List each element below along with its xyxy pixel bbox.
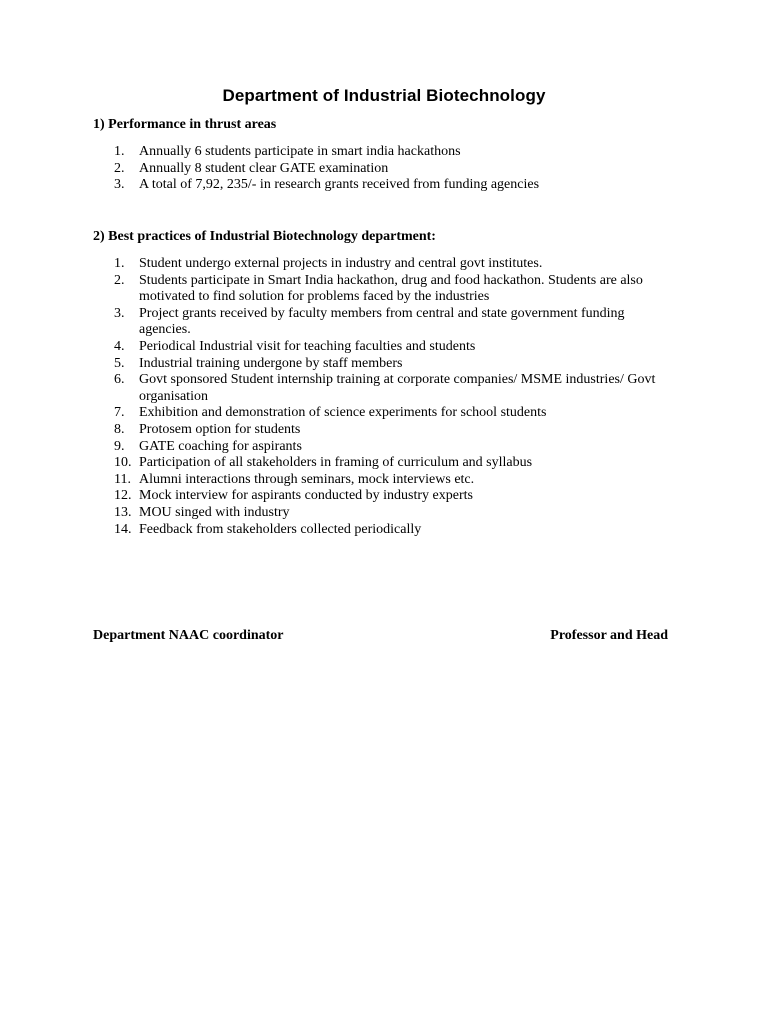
list-item-number: 4. — [114, 338, 125, 354]
list-item — [93, 306, 693, 339]
list-item — [93, 372, 693, 405]
document-title: Department of Industrial Biotechnology — [222, 86, 546, 105]
list-item — [93, 422, 693, 439]
list-item — [93, 488, 693, 505]
list-item-number: 9. — [114, 438, 125, 454]
list-item-number: 10. — [114, 455, 132, 471]
section-2-list — [93, 256, 693, 538]
section-1-heading: 1) Performance in thrust areas — [93, 117, 277, 132]
list-item-number: 1. — [114, 256, 125, 271]
list-item — [93, 273, 693, 306]
list-item — [93, 472, 693, 489]
list-item — [93, 405, 693, 422]
list-item-number: 14. — [114, 521, 132, 537]
list-item — [93, 161, 693, 178]
section-2-heading: 2) Best practices of Industrial Biotechnology department: — [93, 229, 436, 244]
list-item — [93, 522, 693, 539]
signature-professor-head: Professor and Head — [550, 628, 668, 643]
list-item-text: Student undergo external projects in industry and central govt institutes. — [139, 256, 543, 271]
list-item-text: Mock interview for aspirants conducted by industry experts — [139, 488, 473, 504]
list-item-text: Periodical Industrial visit for teaching faculties and students — [139, 338, 476, 354]
list-item-number: 2. — [114, 272, 125, 288]
signature-naac-coordinator: Department NAAC coordinator — [93, 628, 284, 643]
list-item-number: 3. — [114, 305, 125, 321]
list-item-text: A total of 7,92, 235/- in research grants received from funding agencies — [139, 177, 540, 193]
list-item — [93, 339, 693, 356]
list-item-number: 1. — [114, 144, 125, 159]
list-item-number: 11. — [114, 471, 131, 487]
list-item-text: Students participate in Smart India hackathon, drug and food hackathon. Students are also motivated to find solution for problems faced by the industries — [139, 272, 643, 305]
list-item-text: Annually 6 students participate in smart india hackathons — [139, 144, 461, 159]
list-item — [93, 356, 693, 373]
list-item-number: 6. — [114, 372, 125, 388]
list-item — [93, 177, 693, 194]
list-item-text: GATE coaching for aspirants — [139, 438, 302, 454]
list-item — [93, 144, 693, 161]
list-item-text: Protosem option for students — [139, 421, 301, 437]
list-item-text: Annually 8 student clear GATE examination — [139, 160, 389, 176]
list-item-text: MOU singed with industry — [139, 504, 290, 520]
list-item-number: 12. — [114, 488, 132, 504]
list-item-number: 2. — [114, 160, 125, 176]
list-item — [93, 455, 693, 472]
list-item-number: 8. — [114, 421, 125, 437]
list-item-text: Industrial training undergone by staff members — [139, 355, 403, 371]
list-item-number: 7. — [114, 405, 125, 421]
list-item-number: 5. — [114, 355, 125, 371]
list-item — [93, 439, 693, 456]
list-item-text: Alumni interactions through seminars, mock interviews etc. — [139, 471, 475, 487]
list-item-text: Exhibition and demonstration of science experiments for school students — [139, 405, 547, 421]
list-item-text: Govt sponsored Student internship training at corporate companies/ MSME industries/ Govt organisation — [139, 372, 656, 404]
list-item-text: Feedback from stakeholders collected periodically — [139, 521, 422, 537]
list-item-number: 3. — [114, 177, 125, 193]
section-1-list — [93, 144, 693, 194]
list-item-number: 13. — [114, 504, 132, 520]
list-item — [93, 256, 693, 273]
list-item — [93, 505, 693, 522]
list-item-text: Participation of all stakeholders in framing of curriculum and syllabus — [139, 455, 533, 471]
list-item-text: Project grants received by faculty members from central and state government funding agencies. — [139, 305, 625, 338]
